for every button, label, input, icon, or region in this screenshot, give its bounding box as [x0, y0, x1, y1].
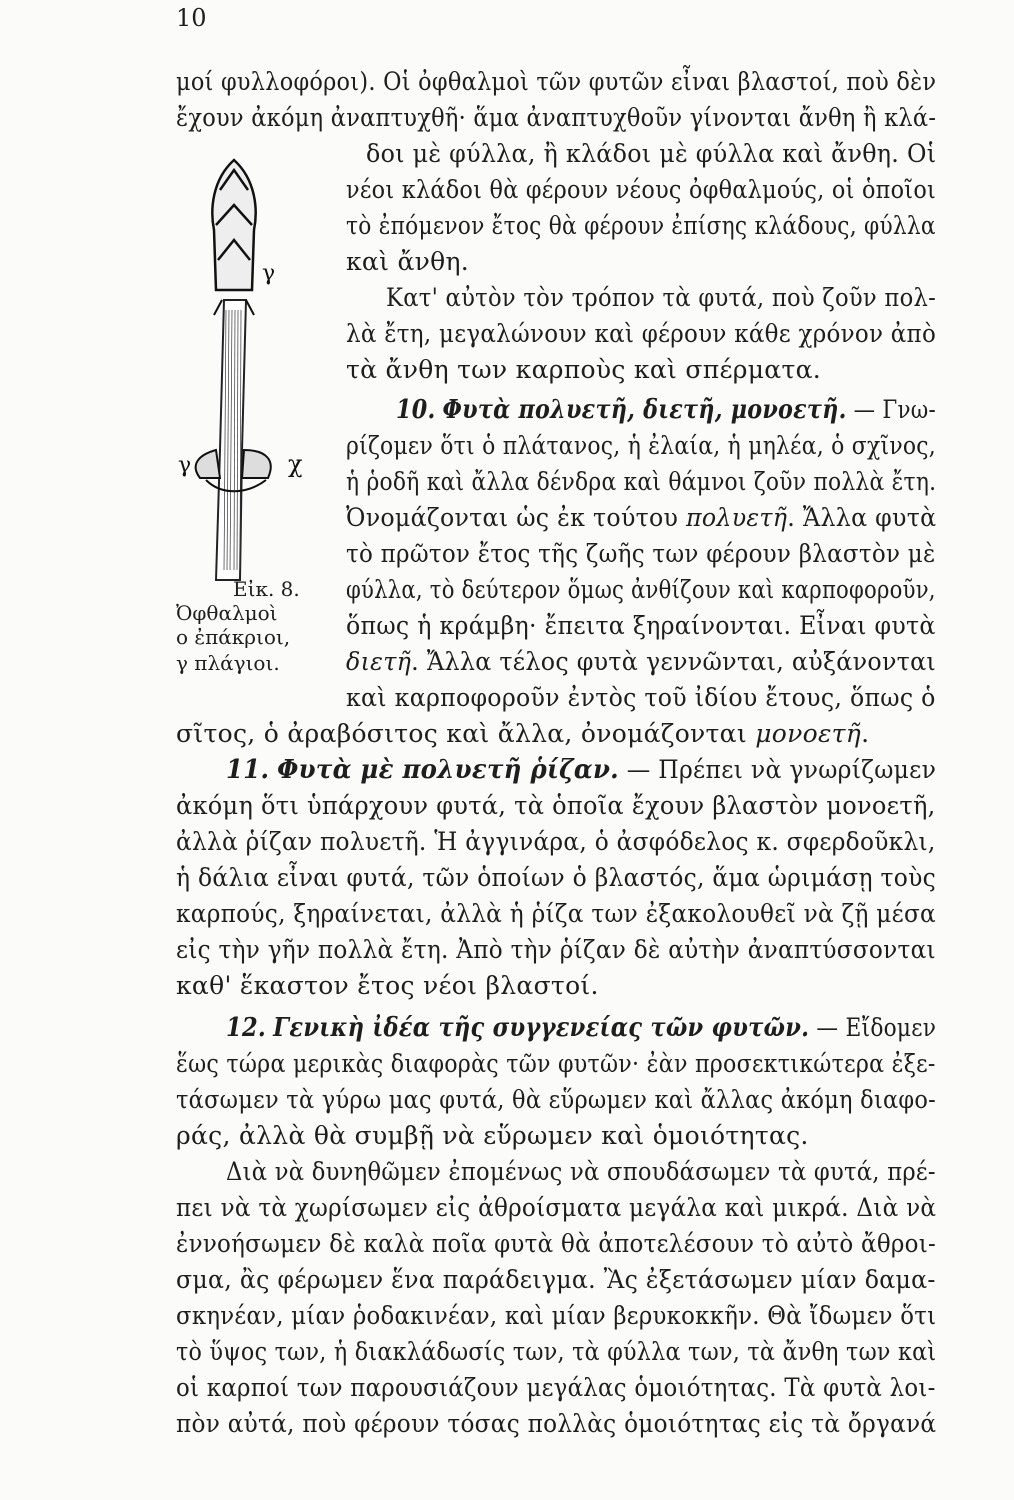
figure-caption: Εἰκ. 8. — [233, 577, 300, 601]
text-run: Ὀνομάζονται ὡς ἐκ τούτου — [346, 503, 687, 532]
text-line: ἔχουν ἀκόμη ἀναπτυχθῆ· ἅμα ἀναπτυχθοῦν γίνονται ἄνθη ἢ κλά- — [176, 103, 937, 132]
text-line: τὸ ἐπόμενον ἔτος θὰ φέρουν ἐπίσης κλάδους, φύλλα — [346, 211, 936, 240]
text-line: τάσωμεν τὰ γύρω μας φυτά, θὰ εὕρωμεν καὶ ἄλλας ἀκόμη διαφο- — [176, 1085, 937, 1114]
section-lead: — Εἴδομεν — [809, 1013, 937, 1042]
text-line: τὸ ὕψος των, ἡ διακλάδωσίς των, τὰ φύλλα των, τὰ ἄνθη των καὶ — [176, 1337, 937, 1366]
label-gamma-left: γ — [178, 453, 192, 478]
section-number: 10. — [396, 395, 436, 425]
page-number: 10 — [176, 4, 207, 32]
label-gamma-top: γ — [262, 261, 276, 286]
figure-caption: Ὀφθαλμοὶ — [176, 601, 278, 625]
text-run: . Ἄλλα φυτὰ — [787, 503, 937, 532]
section-title: Φυτὰ πολυετῆ, διετῆ, μονοετῆ. — [442, 395, 847, 425]
section-heading-11 — [226, 752, 936, 788]
section-lead: — Πρέπει νὰ γνωρίζωμεν — [618, 755, 937, 784]
text-line: σμα, ἂς φέρωμεν ἕνα παράδειγμα. Ἂς ἐξετάσωμεν μίαν δαμα- — [176, 1265, 936, 1294]
text-run: . — [861, 719, 870, 748]
text-line: πει νὰ τὰ χωρίσωμεν εἰς ἀθροίσματα μεγάλα καὶ μικρά. Διὰ νὰ — [176, 1193, 937, 1222]
text-line: ἡ ῥοδῆ καὶ ἄλλα δένδρα καὶ θάμνοι ζοῦν πολλὰ ἔτη. — [346, 467, 937, 496]
text-line: καὶ καρποφοροῦν ἐντὸς τοῦ ἰδίου ἔτους, ὅπως ὁ — [346, 683, 936, 712]
text-line — [176, 716, 869, 752]
emphasis-term: πολυετῆ — [686, 503, 788, 532]
text-line: Κατ' αὐτὸν τὸν τρόπον τὰ φυτά, ποὺ ζοῦν πολ- — [386, 283, 937, 312]
label-chi-right: χ — [288, 450, 303, 478]
section-title: Φυτὰ μὲ πολυετῆ ῥίζαν. — [277, 755, 619, 785]
text-line: φύλλα, τὸ δεύτερον ὅμως ἀνθίζουν καὶ καρποφοροῦν, — [346, 575, 936, 604]
text-line: λὰ ἔτη, μεγαλώνουν καὶ φέρουν κάθε χρόνον ἀπὸ — [346, 319, 937, 348]
emphasis-term: μονοετῆ — [755, 719, 862, 748]
terminal-bud — [212, 160, 255, 290]
text-line: ρίζομεν ὅτι ὁ πλάτανος, ἡ ἐλαία, ἡ μηλέα, ὁ σχῖνος, — [346, 431, 936, 460]
text-line: τὸ πρῶτον ἔτος τῆς ζωῆς των φέρουν βλαστὸν μὲ — [346, 539, 936, 568]
text-line: ἀλλὰ ῥίζαν πολυετῆ. Ἡ ἀγγινάρα, ὁ ἀσφόδελος κ. σφερδοῦκλι, — [176, 827, 936, 856]
section-heading-10 — [396, 392, 936, 428]
text-line: πὸν αὐτά, ποὺ φέρουν τόσας πολλὰς ὁμοιότητας εἰς τὰ ὄργανά — [176, 1409, 937, 1438]
text-line: καθ' ἕκαστον ἔτος νέοι βλαστοί. — [176, 971, 599, 1000]
text-line: ράς, ἀλλὰ θὰ συμβῇ νὰ εὕρωμεν καὶ ὁμοιότητας. — [176, 1121, 809, 1150]
figure-caption: γ πλάγιοι. — [176, 651, 280, 675]
text-line: οἱ καρποί των παρουσιάζουν μεγάλας ὁμοιότητας. Τὰ φυτὰ λοι- — [176, 1373, 936, 1402]
text-run: σῖτος, ὁ ἀραβόσιτος καὶ ἄλλα, ὀνομάζονται — [176, 719, 756, 748]
text-line: καὶ ἄνθη. — [346, 247, 470, 276]
text-line: ἡ δάλια εἶναι φυτά, τῶν ὁποίων ὁ βλαστός, ἅμα ὡριμάσῃ τοὺς — [176, 863, 936, 892]
text-line: εἰς τὴν γῆν πολλὰ ἔτη. Ἀπὸ τὴν ῥίζαν δὲ αὐτὴν ἀναπτύσσονται — [176, 935, 936, 964]
text-line: τὰ ἄνθη των καρποὺς καὶ σπέρματα. — [346, 355, 821, 384]
bud-figure — [176, 150, 326, 590]
lateral-bud-left — [196, 450, 220, 478]
section-number: 12. — [226, 1013, 266, 1043]
text-line: σκηνέαν, μίαν ῥοδακινέαν, καὶ μίαν βερυκοκκῆν. Θὰ ἴδωμεν ὅτι — [176, 1301, 937, 1330]
text-line — [346, 644, 936, 680]
text-run: . Ἄλλα τέλος φυτὰ γεννῶνται, αὐξάνονται — [411, 647, 937, 676]
text-line: μοί φυλλοφόροι). Οἱ ὀφθαλμοὶ τῶν φυτῶν εἶναι βλαστοί, ποὺ δὲν — [176, 67, 937, 96]
section-title: Γενικὴ ἰδέα τῆς συγγενείας τῶν φυτῶν. — [273, 1013, 810, 1043]
text-line: νέοι κλάδοι θὰ φέρουν νέους ὀφθαλμούς, οἱ ὁποῖοι — [346, 175, 937, 204]
section-number: 11. — [226, 755, 270, 785]
section-heading-12 — [226, 1010, 936, 1046]
text-line: δοι μὲ φύλλα, ἢ κλάδοι μὲ φύλλα καὶ ἄνθη. Οἱ — [366, 139, 937, 168]
figure-caption: ο ἐπάκριοι, — [176, 625, 291, 649]
section-lead: — Γνω- — [846, 395, 936, 424]
emphasis-term: διετῆ — [346, 647, 412, 676]
text-line: καρπούς, ξηραίνεται, ἀλλὰ ἡ ῥίζα των ἐξακολουθεῖ νὰ ζῇ μέσα — [176, 899, 937, 928]
text-line — [346, 500, 936, 536]
text-line: ἀκόμη ὅτι ὑπάρχουν φυτά, τὰ ὁποῖα ἔχουν βλαστὸν μονοετῆ, — [176, 791, 936, 820]
text-line: Διὰ νὰ δυνηθῶμεν ἐπομένως νὰ σπουδάσωμεν τὰ φυτά, πρέ- — [226, 1157, 936, 1186]
text-line: ἕως τώρα μερικὰς διαφορὰς τῶν φυτῶν· ἐὰν προσεκτικώτερα ἐξε- — [176, 1049, 936, 1078]
lateral-bud-right — [242, 450, 271, 478]
text-line: ἐννοήσωμεν δὲ καλὰ ποῖα φυτὰ θὰ ἀποτελέσουν τὸ αὐτὸ ἄθροι- — [176, 1229, 937, 1258]
text-line: ὅπως ἡ κράμβη· ἔπειτα ξηραίνονται. Εἶναι φυτὰ — [346, 611, 936, 640]
